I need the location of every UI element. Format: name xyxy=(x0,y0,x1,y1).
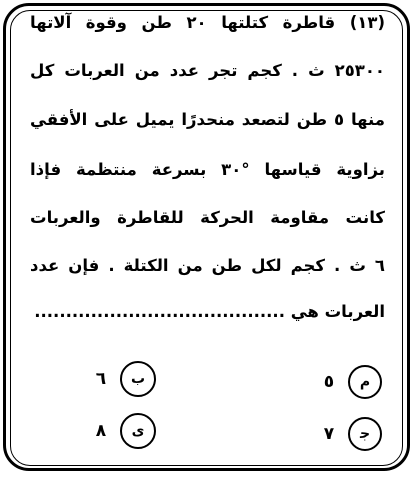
option-d-letter: ى xyxy=(120,413,156,449)
option-d[interactable] xyxy=(92,413,156,449)
option-b[interactable] xyxy=(92,361,156,397)
question-line-4: بزاوية قياسها °٣٠ بسرعة منتظمة فإذا xyxy=(30,160,385,179)
option-b-value: ٦ xyxy=(95,369,107,389)
option-c[interactable] xyxy=(320,417,382,451)
option-a[interactable] xyxy=(320,365,382,399)
option-d-value: ٨ xyxy=(95,421,107,441)
question-line-7: العربات هي ........................................ xyxy=(34,302,385,321)
option-b-letter: ب xyxy=(120,361,156,397)
option-a-value: ٥ xyxy=(323,372,335,392)
question-line-2: ٢٥٣٠٠ ث . كجم تجر عدد من العربات كل xyxy=(30,61,385,80)
option-c-value: ٧ xyxy=(323,424,335,444)
option-a-letter: م xyxy=(348,365,382,399)
question-line-1: (١٣) قاطرة كتلتها ٢٠ طن وقوة آلاتها xyxy=(30,13,385,32)
question-line-3: منها ٥ طن لتصعد منحدرًا يميل على الأفقي xyxy=(30,110,385,129)
option-c-letter: ﺟ xyxy=(348,417,382,451)
question-line-6: ٦ ث . كجم لكل طن من الكتلة . فإن عدد xyxy=(30,256,385,275)
question-line-5: كانت مقاومة الحركة للقاطرة والعربات xyxy=(30,208,385,227)
